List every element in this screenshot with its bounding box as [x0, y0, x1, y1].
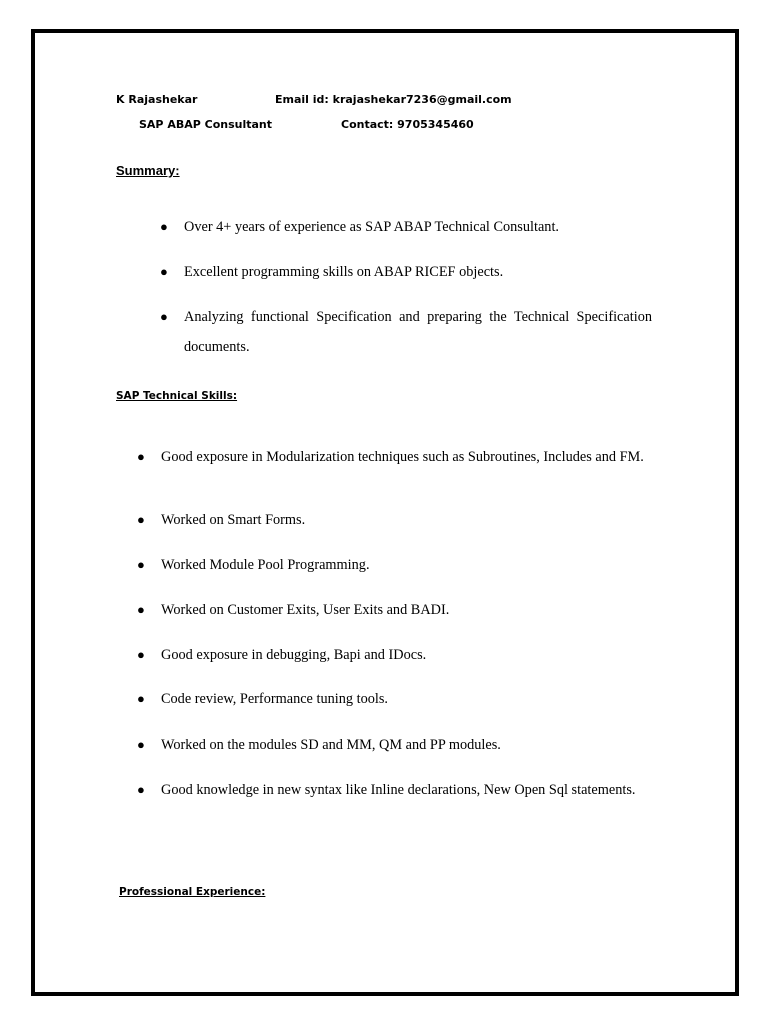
list-item	[137, 640, 652, 670]
list-item-text: Over 4+ years of experience as SAP ABAP Technical Consultant.	[184, 219, 559, 235]
bullet-dot-icon: ●	[137, 647, 145, 662]
list-item	[137, 442, 652, 472]
list-item-text: Code review, Performance tuning tools.	[161, 691, 388, 707]
list-item	[137, 684, 652, 714]
list-item	[160, 302, 652, 362]
email-id: Email id: krajashekar7236@gmail.com	[275, 93, 512, 106]
list-item-text: Excellent programming skills on ABAP RICEF objects.	[184, 264, 504, 280]
list-item-text: Worked on Smart Forms.	[161, 512, 306, 528]
experience-heading: Professional Experience:	[119, 886, 266, 898]
list-item	[137, 730, 652, 760]
contact-number: Contact: 9705345460	[341, 118, 474, 131]
bullet-dot-icon: ●	[160, 219, 168, 234]
list-item-text: Worked on Customer Exits, User Exits and BADI.	[161, 602, 450, 618]
list-item-text: Worked on the modules SD and MM, QM and PP modules.	[161, 737, 501, 753]
list-item	[137, 505, 652, 535]
summary-heading: Summary:	[116, 163, 180, 178]
bullet-dot-icon: ●	[160, 264, 168, 279]
bullet-dot-icon: ●	[160, 309, 168, 324]
candidate-name: K Rajashekar	[116, 93, 198, 106]
bullet-dot-icon: ●	[137, 782, 145, 797]
list-item-text: Analyzing functional Specification and preparing the Technical Specification documents.	[184, 309, 652, 355]
bullet-dot-icon: ●	[137, 557, 145, 572]
bullet-dot-icon: ●	[137, 512, 145, 527]
list-item	[137, 550, 652, 580]
list-item	[137, 775, 652, 805]
job-title: SAP ABAP Consultant	[139, 118, 273, 131]
bullet-dot-icon: ●	[137, 691, 145, 706]
list-item-text: Good exposure in debugging, Bapi and IDocs.	[161, 647, 427, 663]
skills-heading: SAP Technical Skills:	[116, 390, 238, 402]
bullet-dot-icon: ●	[137, 602, 145, 617]
bullet-dot-icon: ●	[137, 737, 145, 752]
list-item	[137, 595, 652, 625]
list-item-text: Good exposure in Modularization techniques such as Subroutines, Includes and FM.	[161, 449, 644, 465]
list-item-text: Good knowledge in new syntax like Inline declarations, New Open Sql statements.	[161, 782, 636, 798]
list-item-text: Worked Module Pool Programming.	[161, 557, 370, 573]
list-item	[160, 257, 652, 287]
bullet-dot-icon: ●	[137, 449, 145, 464]
list-item	[160, 212, 652, 242]
